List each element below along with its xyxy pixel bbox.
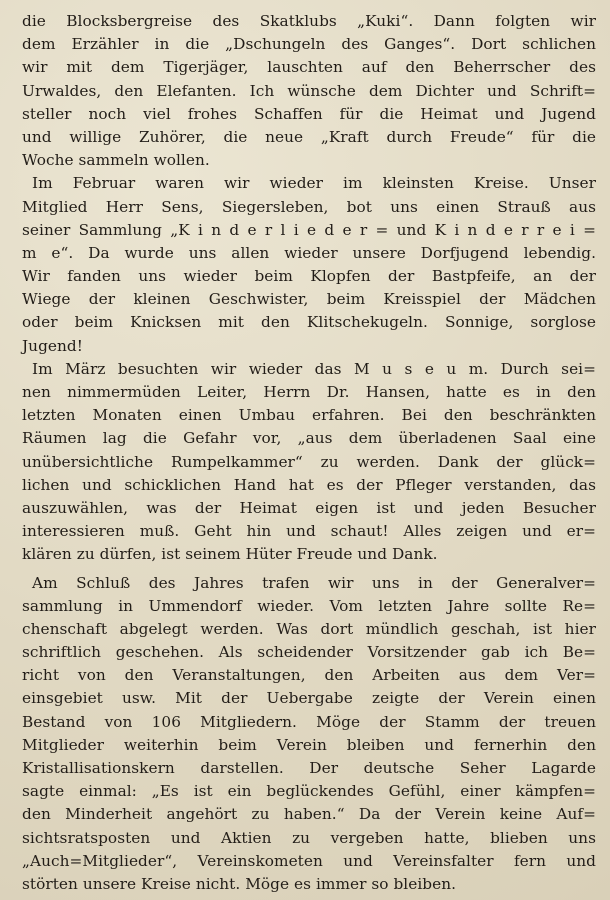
- text-line: „Auch=Mitglieder“, Vereinskometen und Vereinsfalter fern und: [22, 851, 596, 870]
- text-line: Urwaldes, den Elefanten. Ich wünsche dem Dichter und Schrift=: [22, 81, 596, 100]
- paragraph-4: [22, 572, 596, 897]
- text-line: den Minderheit angehört zu haben.“ Da der Verein keine Auf=: [22, 805, 596, 824]
- text-column: [22, 10, 596, 896]
- text-line: auszuwählen, was der Heimat eigen ist und jeden Besucher: [22, 498, 596, 517]
- text-line: Wir fanden uns wieder beim Klopfen der Bastpfeife, an der: [22, 267, 596, 286]
- text-line: richt von den Veranstaltungen, den Arbeiten aus dem Ver=: [22, 666, 596, 685]
- text-line: Jugend!: [22, 336, 83, 355]
- text-line: und willige Zuhörer, die neue „Kraft durch Freude“ für die: [22, 127, 596, 146]
- text-line: steller noch viel frohes Schaffen für die Heimat und Jugend: [22, 104, 596, 123]
- text-line: Im März besuchten wir wieder das M u s e u m. Durch sei=: [32, 359, 596, 378]
- text-line: störten unsere Kreise nicht. Möge es immer so bleiben.: [22, 874, 457, 893]
- text-line: oder beim Knicksen mit den Klitschekugeln. Sonnige, sorglose: [22, 313, 596, 332]
- text-line: nen nimmermüden Leiter, Herrn Dr. Hansen, hatte es in den: [22, 383, 596, 401]
- text-line: sammlung in Ummendorf wieder. Vom letzten Jahre sollte Re=: [22, 596, 596, 615]
- text-line: Kristallisationskern darstellen. Der deutsche Seher Lagarde: [22, 759, 596, 777]
- text-line: Woche sammeln wollen.: [22, 151, 210, 170]
- text-line: einsgebiet usw. Mit der Uebergabe zeigte der Verein einen: [22, 689, 596, 708]
- text-line: Mitglied Herr Sens, Siegersleben, bot uns einen Strauß aus: [22, 197, 596, 216]
- text-line: Räumen lag die Gefahr vor, „aus dem überladenen Saal eine: [22, 429, 596, 448]
- text-line: sagte einmal: „Es ist ein beglückendes Gefühl, einer kämpfen=: [22, 782, 596, 801]
- paragraph-3: [22, 358, 596, 567]
- text-line: Im Februar waren wir wieder im kleinsten Kreise. Unser: [32, 174, 596, 193]
- text-line: sichtsratsposten und Aktien zu vergeben hatte, blieben uns: [22, 828, 596, 847]
- text-line: lichen und schicklichen Hand hat es der Pfleger verstanden, das: [22, 475, 596, 494]
- text-line: Mitglieder weiterhin beim Verein bleiben und fernerhin den: [22, 735, 596, 754]
- text-line: Wiege der kleinen Geschwister, beim Kreisspiel der Mädchen: [22, 290, 596, 309]
- paragraph-1: [22, 10, 596, 172]
- text-line: letzten Monaten einen Umbau erfahren. Bei den beschränkten: [22, 406, 596, 425]
- text-line: chenschaft abgelegt werden. Was dort mündlich geschah, ist hier: [22, 619, 596, 638]
- text-line: Bestand von 106 Mitgliedern. Möge der Stamm der treuen: [22, 712, 596, 731]
- text-line: m e“. Da wurde uns allen wieder unsere Dorfjugend lebendig.: [22, 243, 596, 262]
- text-line: schriftlich geschehen. Als scheidender Vorsitzender gab ich Be=: [22, 643, 596, 662]
- text-line: Am Schluß des Jahres trafen wir uns in der Generalver=: [32, 573, 596, 592]
- text-line: wir mit dem Tigerjäger, lauschten auf den Beherrscher des: [22, 58, 596, 77]
- text-line: dem Erzähler in die „Dschungeln des Ganges“. Dort schlichen: [22, 35, 596, 54]
- text-line: interessieren muß. Geht hin und schaut! Alles zeigen und er=: [22, 522, 596, 541]
- text-line: die Blocksbergreise des Skatklubs „Kuki“. Dann folgten wir: [22, 12, 596, 30]
- text-line: seiner Sammlung „K i n d e r l i e d e r = und K i n d e r r e i =: [22, 220, 596, 239]
- text-line: klären zu dürfen, ist seinem Hüter Freude und Dank.: [22, 545, 438, 564]
- text-line: unübersichtliche Rumpelkammer“ zu werden. Dank der glück=: [22, 452, 596, 471]
- paragraph-2: [22, 172, 596, 358]
